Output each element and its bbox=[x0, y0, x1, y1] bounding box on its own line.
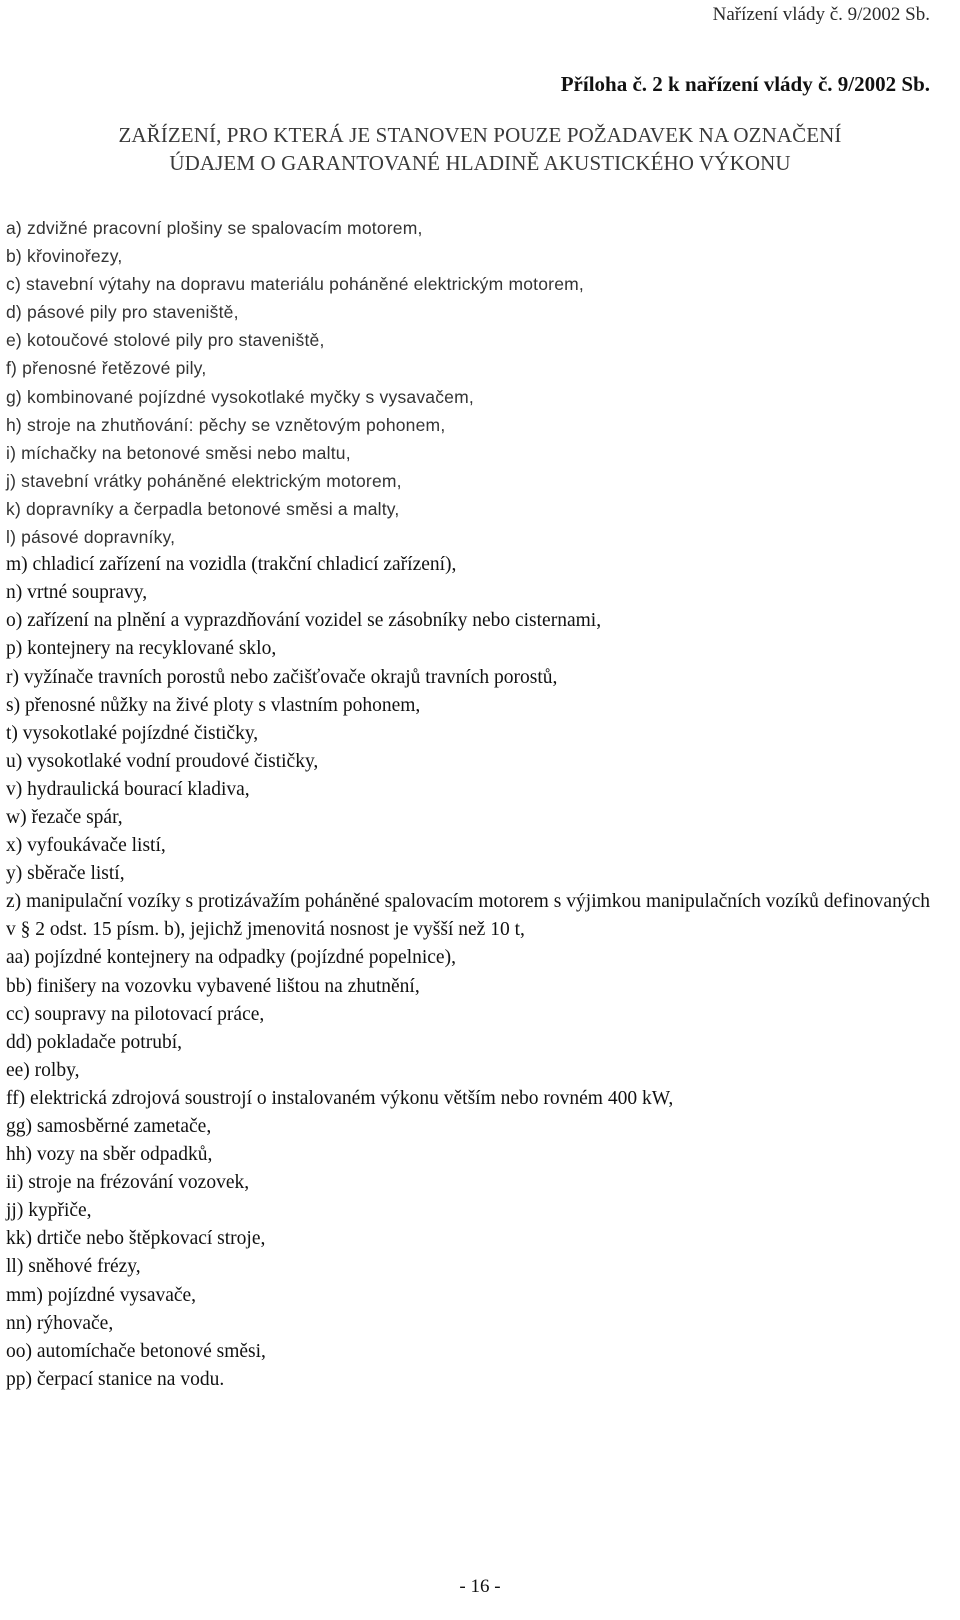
list-item: jj) kypřiče, bbox=[6, 1200, 92, 1222]
list-item: f) přenosné řetězové pily, bbox=[6, 358, 207, 379]
list-item: c) stavební výtahy na dopravu materiálu poháněné elektrickým motorem, bbox=[6, 274, 584, 295]
list-item: t) vysokotlaké pojízdné čističky, bbox=[6, 722, 259, 744]
list-item: w) řezače spár, bbox=[6, 806, 123, 828]
list-item: h) stroje na zhutňování: pěchy se vznětovým pohonem, bbox=[6, 414, 446, 435]
equipment-list bbox=[6, 214, 930, 1394]
list-item: g) kombinované pojízdné vysokotlaké myčky s vysavačem, bbox=[6, 386, 474, 407]
title-line-2: ÚDAJEM O GARANTOVANÉ HLADINĚ AKUSTICKÉHO VÝKONU bbox=[169, 151, 791, 175]
list-item: ll) sněhové frézy, bbox=[6, 1256, 141, 1278]
list-item: y) sběrače listí, bbox=[6, 863, 125, 885]
list-item: e) kotoučové stolové pily pro staveniště, bbox=[6, 330, 325, 351]
list-item: n) vrtné soupravy, bbox=[6, 582, 148, 604]
list-item: b) křovinořezy, bbox=[6, 246, 123, 267]
list-item: p) kontejnery na recyklované sklo, bbox=[6, 638, 277, 660]
list-item: l) pásové dopravníky, bbox=[6, 527, 176, 548]
list-item: j) stavební vrátky poháněné elektrickým motorem, bbox=[6, 470, 402, 491]
list-item: gg) samosběrné zametače, bbox=[6, 1116, 212, 1137]
list-item: ff) elektrická zdrojová soustrojí o instalovaném výkonu větším nebo rovném 400 kW, bbox=[6, 1087, 674, 1109]
list-item: k) dopravníky a čerpadla betonové směsi a malty, bbox=[6, 498, 400, 519]
list-item: hh) vozy na sběr odpadků, bbox=[6, 1144, 213, 1166]
list-item: nn) rýhovače, bbox=[6, 1312, 114, 1334]
page-number: - 16 - bbox=[459, 1576, 501, 1597]
annex-heading: Příloha č. 2 k nařízení vlády č. 9/2002 Sb. bbox=[560, 72, 930, 96]
list-item: aa) pojízdné kontejnery na odpadky (pojízdné popelnice), bbox=[6, 947, 456, 969]
list-item: ii) stroje na frézování vozovek, bbox=[6, 1172, 250, 1194]
list-item: cc) soupravy na pilotovací práce, bbox=[6, 1003, 265, 1025]
list-item: dd) pokladače potrubí, bbox=[6, 1031, 182, 1053]
list-item: kk) drtiče nebo štěpkovací stroje, bbox=[6, 1228, 266, 1250]
title-line-1: ZAŘÍZENÍ, PRO KTERÁ JE STANOVEN POUZE POŽADAVEK NA OZNAČENÍ bbox=[118, 123, 842, 147]
list-item: x) vyfoukávače listí, bbox=[6, 835, 166, 857]
list-item: u) vysokotlaké vodní proudové čističky, bbox=[6, 750, 319, 772]
list-item: pp) čerpací stanice na vodu. bbox=[6, 1368, 225, 1390]
list-item: bb) finišery na vozovku vybavené lištou na zhutnění, bbox=[6, 975, 420, 997]
list-item: o) zařízení na plnění a vyprazdňování vozidel se zásobníky nebo cisternami, bbox=[6, 610, 602, 632]
list-item: s) přenosné nůžky na živé ploty s vlastním pohonem, bbox=[6, 694, 421, 716]
list-item: a) zdvižné pracovní plošiny se spalovacím motorem, bbox=[6, 218, 423, 238]
list-item: ee) rolby, bbox=[6, 1059, 80, 1081]
running-header: Nařízení vlády č. 9/2002 Sb. bbox=[712, 4, 930, 25]
list-item: v) hydraulická bourací kladiva, bbox=[6, 778, 250, 800]
list-item: r) vyžínače travních porostů nebo začišťovače okrajů travních porostů, bbox=[6, 666, 558, 688]
list-item: mm) pojízdné vysavače, bbox=[6, 1284, 197, 1306]
list-item: oo) automíchače betonové směsi, bbox=[6, 1340, 266, 1362]
list-item: z) manipulační vozíky s protizávažím poháněné spalovacím motorem s výjimkou manipulačních vozíků definovaných v § 2 odst. 15 písm. b), jejichž jmenovitá nosnost je vyšší než 10 t, bbox=[6, 891, 930, 941]
list-item: d) pásové pily pro staveniště, bbox=[6, 302, 239, 323]
list-item: m) chladicí zařízení na vozidla (trakční chladicí zařízení), bbox=[6, 554, 457, 576]
document-title bbox=[0, 121, 960, 177]
list-item: i) míchačky na betonové směsi nebo maltu, bbox=[6, 442, 351, 463]
